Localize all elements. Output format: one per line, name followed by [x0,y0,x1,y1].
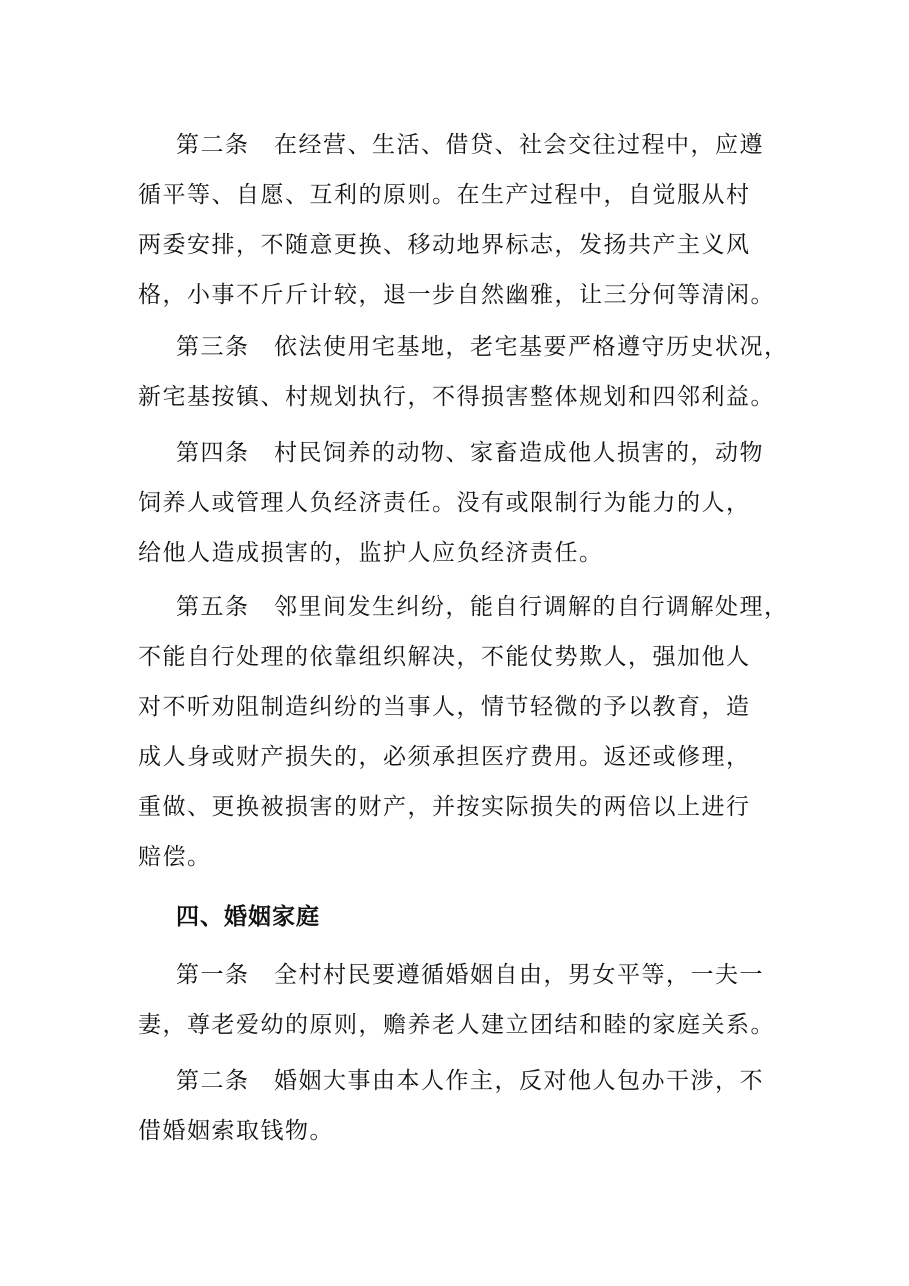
paragraph-line: 第四条 村民饲养的动物、家畜造成他人损害的，动物 [176,440,764,466]
paragraph-line: 重做、更换被损害的财产，并按实际损失的两倍以上进行 [138,794,751,820]
paragraph-line: 赔偿。 [138,844,212,870]
paragraph-line: 第二条 在经营、生活、借贷、社会交往过程中，应遵 [176,132,764,158]
paragraph-line: 借婚姻索取钱物。 [138,1118,334,1144]
section-heading: 四、婚姻家庭 [176,904,320,930]
paragraph-line: 两委安排，不随意更换、移动地界标志，发扬共产主义风 [138,232,751,258]
paragraph-line: 循平等、自愿、互利的原则。在生产过程中，自觉服从村 [138,182,751,208]
paragraph-line: 不能自行处理的依靠组织解决，不能仗势欺人，强加他人 [138,644,751,670]
paragraph-line: 对不听劝阻制造纠纷的当事人，情节轻微的予以教育，造 [138,694,751,720]
paragraph-marriage-article-1 [138,950,778,1050]
paragraph-line: 第二条 婚姻大事由本人作主，反对他人包办干涉，不 [176,1068,764,1094]
paragraph-article-3 [138,322,789,422]
paragraph-article-4 [138,428,778,578]
paragraph-marriage-article-2 [138,1056,778,1156]
paragraph-line: 格，小事不斤斤计较，退一步自然幽雅，让三分何等清闲。 [138,282,775,308]
paragraph-line: 第三条 依法使用宅基地，老宅基要严格遵守历史状况， [176,334,789,360]
paragraph-line: 饲养人或管理人负经济责任。没有或限制行为能力的人， [138,490,751,516]
paragraph-line: 第五条 邻里间发生纠纷，能自行调解的自行调解处理， [176,594,789,620]
paragraph-line: 新宅基按镇、村规划执行，不得损害整体规划和四邻利益。 [138,384,775,410]
paragraph-line: 成人身或财产损失的，必须承担医疗费用。返还或修理， [138,744,751,770]
paragraph-line: 第一条 全村村民要遵循婚姻自由，男女平等，一夫一 [176,962,764,988]
section-heading-block [138,892,778,942]
paragraph-article-2 [138,120,778,320]
paragraph-line: 给他人造成损害的，监护人应负经济责任。 [138,540,604,566]
paragraph-article-5 [138,582,789,882]
paragraph-line: 妻，尊老爱幼的原则，赡养老人建立团结和睦的家庭关系。 [138,1012,775,1038]
